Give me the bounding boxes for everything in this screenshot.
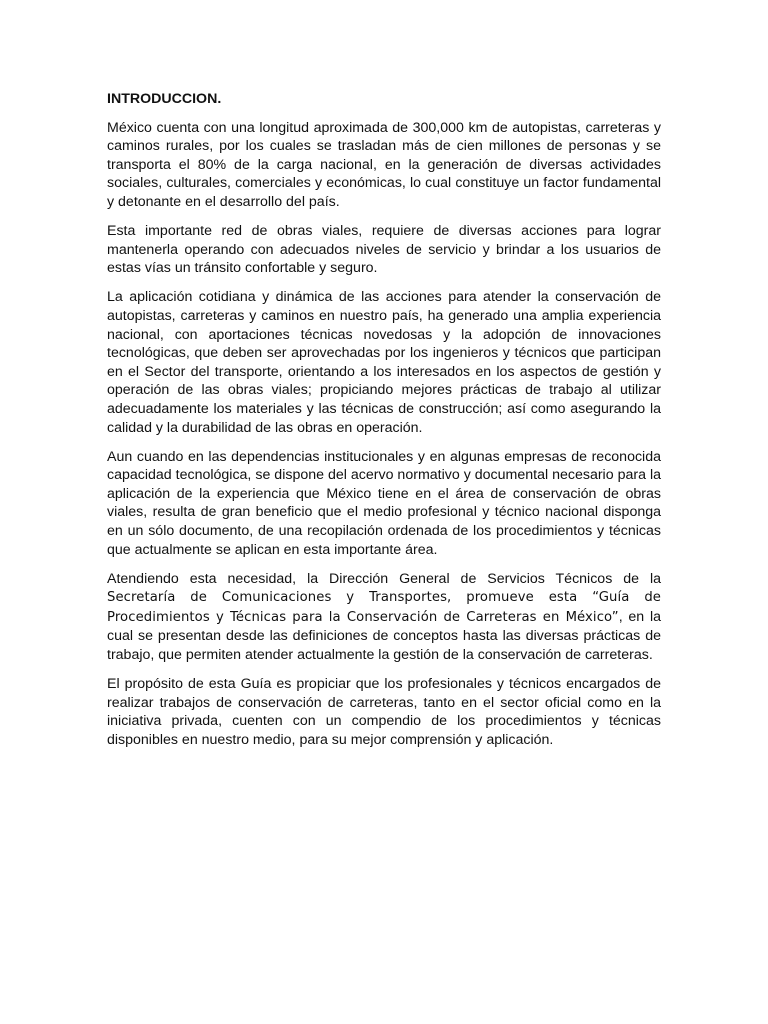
paragraph-5-part-1: Atendiendo esta necesidad, la Dirección General de Servicios Técnicos de la xyxy=(107,570,661,587)
paragraph-4: Aun cuando en las dependencias institucionales y en algunas empresas de reconocida capacidad tecnológica, se dispone del acervo normativo y documental necesario para la aplicación de la experiencia que México tiene en el área de conservación de obras viales, resulta de gran beneficio que el medio profesional y técnico nacional disponga en un sólo documento, de una recopilación ordenada de los procedimientos y técnicas que actualmente se aplican en esta importante área. xyxy=(107,448,661,558)
paragraph-1: México cuenta con una longitud aproximada de 300,000 km de autopistas, carreteras y caminos rurales, por los cuales se trasladan más de cien millones de personas y se transporta el 80% de la carga nacional, en la generación de diversas actividades sociales, culturales, comerciales y económicas, lo cual constituye un factor fundamental y detonante en el desarrollo del país. xyxy=(107,119,661,210)
paragraph-5 xyxy=(107,570,661,665)
document-page xyxy=(107,90,661,760)
paragraph-2: Esta importante red de obras viales, requiere de diversas acciones para lograr mantenerla operando con adecuados niveles de servicio y brindar a los usuarios de estas vías un tránsito confortable y seguro. xyxy=(107,223,661,277)
paragraph-5-guide-reference: Secretaría de Comunicaciones y Transportes, promueve esta “Guía de Procedimientos y Técnicas para la Conservación de Carreteras en México” xyxy=(107,590,661,625)
document-title: INTRODUCCION. xyxy=(107,91,222,107)
paragraph-5-part-3: , en la cual se presentan desde las definiciones de conceptos hasta las diversas prácticas de trabajo, que permiten atender actualmente la gestión de la conservación de carreteras. xyxy=(107,608,662,664)
paragraph-6: El propósito de esta Guía es propiciar que los profesionales y técnicos encargados de realizar trabajos de conservación de carreteras, tanto en el sector oficial como en la iniciativa privada, cuenten con un compendio de los procedimientos y técnicas disponibles en nuestro medio, para su mejor comprensión y aplicación. xyxy=(107,676,661,748)
paragraph-3: La aplicación cotidiana y dinámica de las acciones para atender la conservación de autopistas, carreteras y caminos en nuestro país, ha generado una amplia experiencia nacional, con aportaciones técnicas novedosas y la adopción de innovaciones tecnológicas, que deben ser aprovechadas por los ingenieros y técnicos que participan en el Sector del transporte, orientando a los interesados en los aspectos de gestión y operación de las obras viales; propiciando mejores prácticas de trabajo al utilizar adecuadamente los materiales y las técnicas de construcción; así como asegurando la calidad y la durabilidad de las obras en operación. xyxy=(107,289,661,436)
